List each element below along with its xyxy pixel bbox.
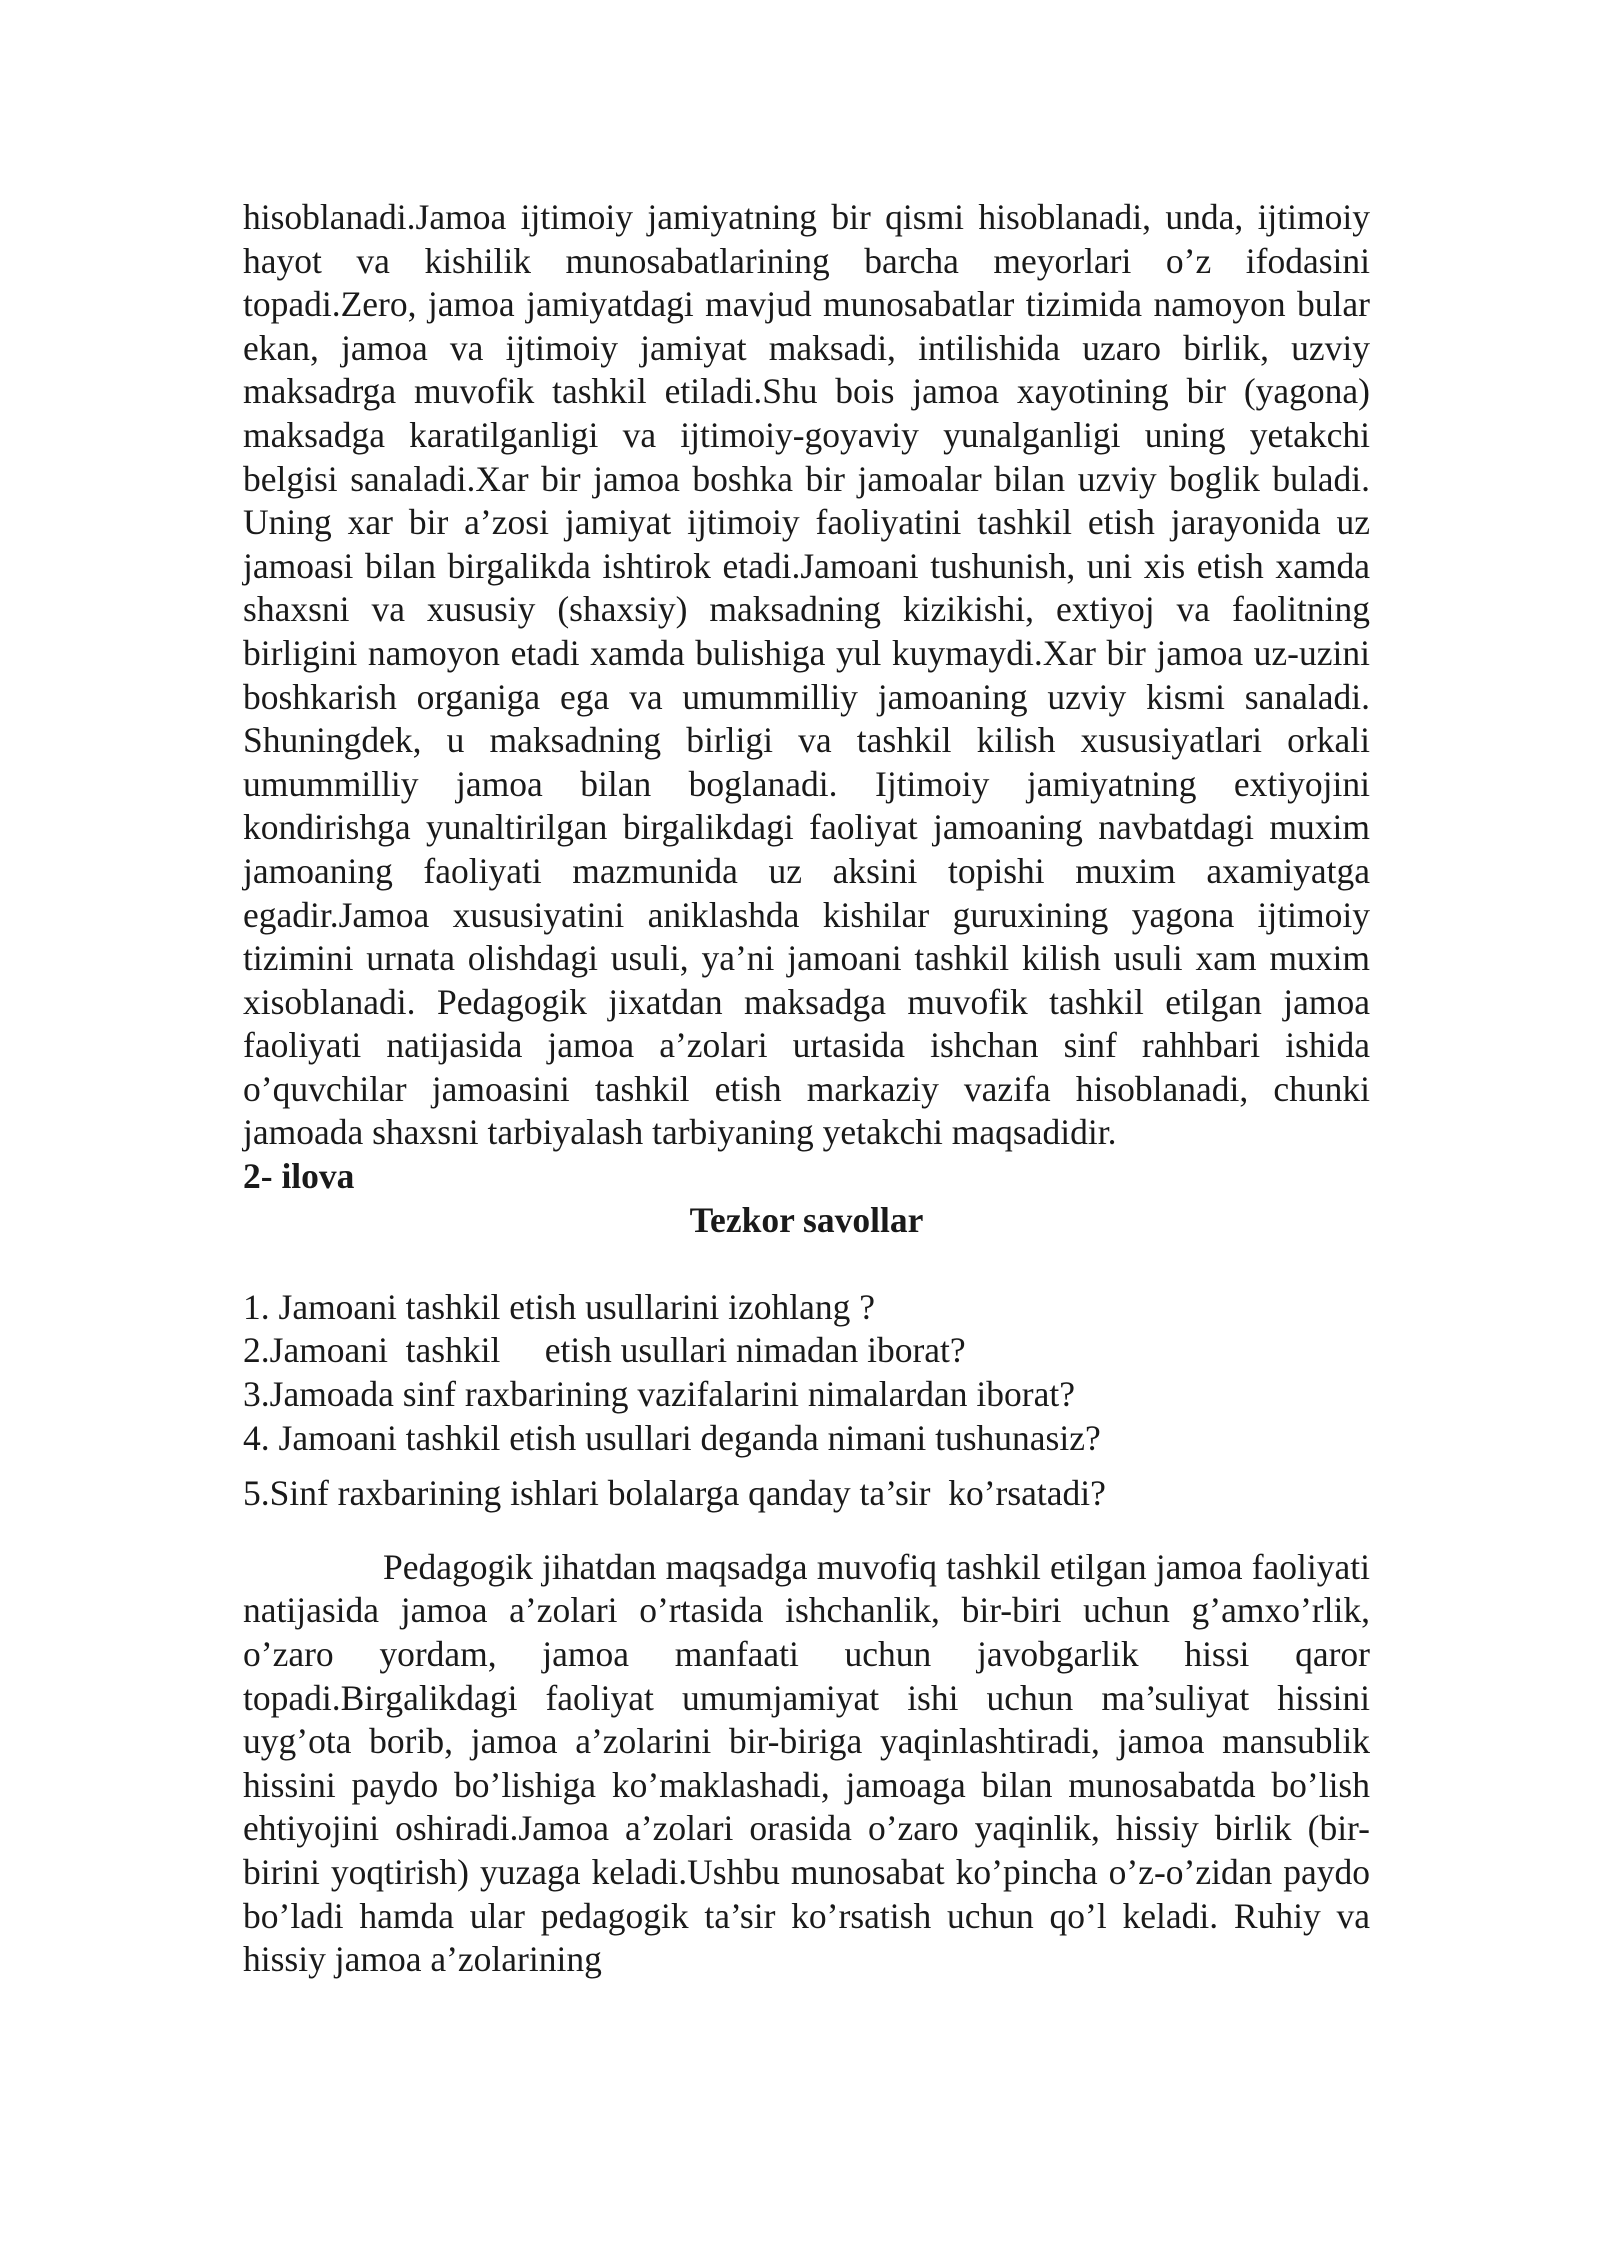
question-list — [243, 1286, 1370, 1516]
body-paragraph-2: Pedagogik jihatdan maqsadga muvofiq tashkil etilgan jamoa faoliyati natijasida jamoa a’zolari o’rtasida ishchanlik, bir-biri uchun g’amxo’rlik, o’zaro yordam, jamoa manfaati uchun javobgarlik hissi qaror topadi.Birgalikdagi faoliyat umumjamiyat ishi uchun ma’suliyat hissini uyg’ota borib, jamoa a’zolarini bir-biriga yaqinlashtiradi, jamoa mansublik hissini paydo bo’lishiga ko’maklashadi, jamoaga bilan munosabatda bo’lish ehtiyojini oshiradi.Jamoa a’zolari orasida o’zaro yaqinlik, hissiy birlik (bir-birini yoqtirish) yuzaga keladi.Ushbu munosabat ko’pincha o’z-o’zidan paydo bo’ladi hamda ular pedagogik ta’sir ko’rsatish uchun qo’l keladi. Ruhiy va hissiy jamoa a’zolarining — [243, 1546, 1370, 1980]
section-title: Tezkor savollar — [689, 1199, 924, 1240]
question-item: 1. Jamoani tashkil etish usullarini izohlang ? — [243, 1286, 875, 1327]
appendix-label: 2- ilova — [243, 1156, 355, 1197]
question-item: 5.Sinf raxbarining ishlari bolalarga qanday ta’sir ko’rsatadi? — [243, 1473, 1106, 1514]
document-page — [243, 196, 1370, 1982]
question-item: 3.Jamoada sinf raxbarining vazifalarini nimalardan iborat? — [243, 1374, 1075, 1415]
question-item: 2.Jamoani tashkil etish usullari nimadan iborat? — [243, 1330, 966, 1371]
body-paragraph-1: hisoblanadi.Jamoa ijtimoiy jamiyatning bir qismi hisoblanadi, unda, ijtimoiy hayot va kishilik munosabatlarining barcha meyorlari o’z ifodasini topadi.Zero, jamoa jamiyatdagi mavjud munosabatlar tizimida namoyon bular ekan, jamoa va ijtimoiy jamiyat maksadi, intilishida uzaro birlik, uzviy maksadrga muvofik tashkil etiladi.Shu bois jamoa xayotining bir (yagona) maksadga karatilganligi va ijtimoiy-goyaviy yunalganligi uning yetakchi belgisi sanaladi.Xar bir jamoa boshka bir jamoalar bilan uzviy boglik buladi. Uning xar bir a’zosi jamiyat ijtimoiy faoliyatini tashkil etish jarayonida uz jamoasi bilan birgalikda ishtirok etadi.Jamoani tushunish, uni xis etish xamda shaxsni va xususiy (shaxsiy) maksadning kizikishi, extiyoj va faolitning birligini namoyon etadi xamda bulishiga yul kuymaydi.Xar bir jamoa uz-uzini boshkarish organiga ega va umummilliy jamoaning uzviy kismi sanaladi. Shuningdek, u maksadning birligi va tashkil kilish xususiyatlari orkali umummilliy jamoa bilan boglanadi. Ijtimoiy jamiyatning extiyojini kondirishga yunaltirilgan birgalikdagi faoliyat jamoaning navbatdagi muxim jamoaning faoliyati mazmunida uz aksini topishi muxim axamiyatga egadir.Jamoa xususiyatini aniklashda kishilar guruxining yagona ijtimoiy tizimini urnata olishdagi usuli, ya’ni jamoani tashkil kilish usuli xam muxim xisoblanadi. Pedagogik jixatdan maksadga muvofik tashkil etilgan jamoa faoliyati natijasida jamoa a’zolari urtasida ishchan sinf rahhbari ishida o’quvchilar jamoasini tashkil etish markaziy vazifa hisoblanadi, chunki jamoada shaxsni tarbiyalash tarbiyaning yetakchi maqsadidir. — [243, 197, 1370, 1153]
question-item: 4. Jamoani tashkil etish usullari deganda nimani tushunasiz? — [243, 1417, 1101, 1458]
